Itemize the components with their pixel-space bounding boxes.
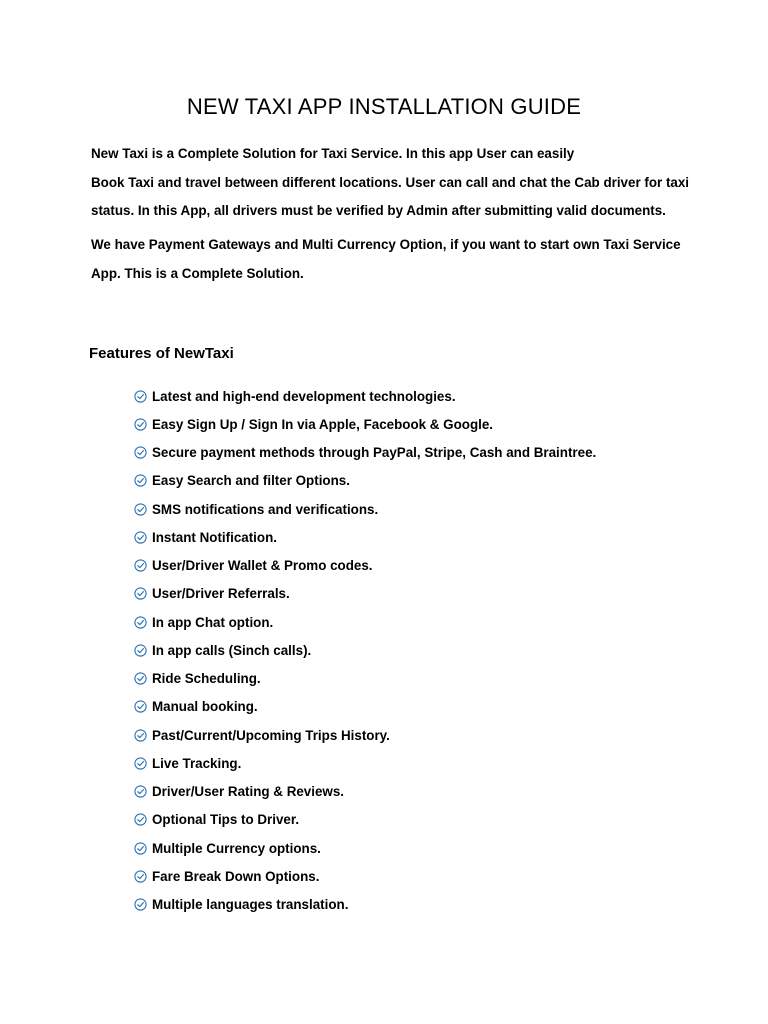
feature-item (134, 495, 596, 523)
check-circle-icon (134, 757, 147, 770)
check-circle-icon (134, 700, 147, 713)
feature-item (134, 862, 596, 890)
check-circle-icon (134, 446, 147, 459)
intro-line: Book Taxi and travel between different locations. User can call and chat the Cab driver for taxi (91, 174, 690, 190)
check-circle-icon (134, 785, 147, 798)
check-circle-icon (134, 474, 147, 487)
feature-label: Easy Search and filter Options. (152, 473, 350, 489)
feature-item (134, 439, 596, 467)
feature-item (134, 552, 596, 580)
check-circle-icon (134, 418, 147, 431)
feature-item (134, 608, 596, 636)
feature-label: In app Chat option. (152, 614, 274, 630)
feature-label: In app calls (Sinch calls). (152, 642, 312, 658)
feature-item (134, 636, 596, 664)
feature-item (134, 721, 596, 749)
intro-paragraph (91, 140, 691, 226)
feature-item (134, 665, 596, 693)
feature-label: Ride Scheduling. (152, 671, 261, 687)
feature-label: SMS notifications and verifications. (152, 501, 379, 517)
payment-line: We have Payment Gateways and Multi Currency Option, if you want to start own Taxi Service (91, 237, 681, 252)
feature-label: User/Driver Referrals. (152, 586, 290, 602)
feature-label: Fare Break Down Options. (152, 868, 320, 884)
check-circle-icon (134, 672, 147, 685)
feature-label: Multiple Currency options. (152, 840, 321, 856)
feature-item (134, 749, 596, 777)
feature-label: Live Tracking. (152, 755, 242, 771)
check-circle-icon (134, 842, 147, 855)
feature-label: Manual booking. (152, 699, 258, 715)
feature-item (134, 834, 596, 862)
feature-label: Multiple languages translation. (152, 897, 349, 913)
features-list (134, 382, 596, 919)
check-circle-icon (134, 898, 147, 911)
feature-item (134, 467, 596, 495)
feature-label: User/Driver Wallet & Promo codes. (152, 558, 373, 574)
feature-item (134, 891, 596, 919)
check-circle-icon (134, 531, 147, 544)
feature-label: Optional Tips to Driver. (152, 812, 300, 828)
payment-paragraph (91, 231, 691, 288)
check-circle-icon (134, 390, 147, 403)
check-circle-icon (134, 813, 147, 826)
check-circle-icon (134, 503, 147, 516)
feature-item (134, 382, 596, 410)
feature-label: Driver/User Rating & Reviews. (152, 784, 345, 800)
payment-line: App. This is a Complete Solution. (91, 265, 304, 281)
features-heading: Features of NewTaxi (89, 345, 234, 362)
page-title: NEW TAXI APP INSTALLATION GUIDE (186, 94, 582, 119)
feature-label: Past/Current/Upcoming Trips History. (152, 727, 390, 743)
check-circle-icon (134, 729, 147, 742)
check-circle-icon (134, 870, 147, 883)
feature-item (134, 806, 596, 834)
check-circle-icon (134, 616, 147, 629)
feature-item (134, 410, 596, 438)
feature-label: Secure payment methods through PayPal, Stripe, Cash and Braintree. (152, 445, 597, 461)
check-circle-icon (134, 644, 147, 657)
intro-line: status. In this App, all drivers must be verified by Admin after submitting valid documents. (91, 203, 666, 218)
check-circle-icon (134, 587, 147, 600)
feature-label: Easy Sign Up / Sign In via Apple, Facebook & Google. (152, 416, 494, 432)
feature-item (134, 580, 596, 608)
feature-label: Latest and high-end development technologies. (152, 388, 456, 404)
feature-label: Instant Notification. (152, 529, 277, 545)
check-circle-icon (134, 559, 147, 572)
feature-item (134, 778, 596, 806)
intro-line: New Taxi is a Complete Solution for Taxi Service. In this app User can easily (91, 146, 575, 161)
feature-item (134, 693, 596, 721)
feature-item (134, 523, 596, 551)
